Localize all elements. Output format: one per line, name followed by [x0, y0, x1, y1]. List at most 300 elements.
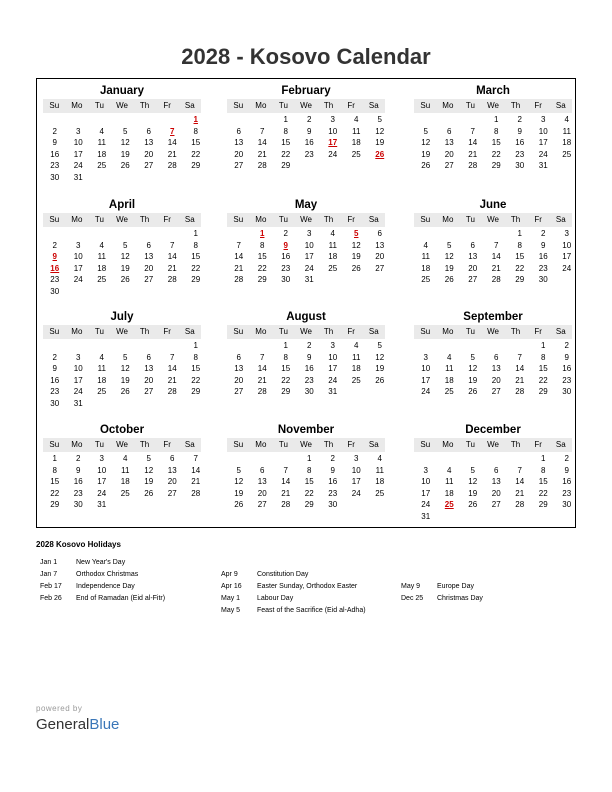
month-name: April — [108, 199, 136, 211]
day-cell: 14 — [191, 465, 201, 475]
weekday-label: Su — [233, 215, 244, 224]
day-cell: 29 — [515, 275, 525, 284]
day-cell: 15 — [191, 138, 201, 147]
day-grid — [43, 340, 201, 409]
empty-cell — [227, 340, 251, 352]
day-cell: 23 — [562, 488, 572, 498]
holiday-row — [401, 581, 483, 593]
day-cell: 22 — [515, 263, 525, 273]
day-cell: 23 — [328, 488, 338, 498]
day-cell: 25 — [421, 275, 431, 284]
month-december — [414, 422, 572, 522]
day-cell: 4 — [423, 240, 428, 250]
day-cell: 22 — [538, 375, 548, 385]
holiday-date: May 9 — [401, 583, 421, 590]
day-cell: 23 — [538, 263, 548, 273]
day-cell: 4 — [99, 240, 104, 250]
day-cell: 26 — [351, 263, 361, 273]
weekday-label: Su — [420, 101, 431, 110]
day-cell: 13 — [444, 138, 454, 147]
holiday-date: Feb 17 — [40, 583, 62, 590]
day-cell: 20 — [468, 263, 478, 273]
day-cell: 24 — [328, 375, 338, 385]
day-cell: 9 — [330, 465, 335, 475]
day-cell: 13 — [234, 364, 244, 373]
day-cell: 19 — [468, 488, 478, 498]
day-cell: 28 — [257, 387, 267, 396]
day-cell: 12 — [120, 364, 130, 373]
day-cell: 1 — [283, 115, 288, 124]
day-cell: 22 — [191, 263, 201, 273]
month-name: June — [479, 199, 507, 211]
holiday-name: Constitution Day — [257, 571, 309, 578]
day-cell: 4 — [354, 341, 359, 350]
logo-blue-text: Blue — [89, 716, 120, 733]
day-cell: 9 — [76, 465, 81, 475]
day-cell: 6 — [494, 352, 499, 362]
day-cell: 30 — [50, 398, 60, 408]
day-cell: 10 — [73, 252, 83, 261]
day-cell: 23 — [73, 488, 83, 498]
weekday-label: Tu — [94, 327, 104, 336]
day-cell: 10 — [421, 364, 431, 373]
empty-cell — [508, 453, 532, 465]
day-cell: 5 — [447, 240, 452, 250]
weekday-header — [43, 438, 201, 452]
day-cell: 4 — [447, 352, 452, 362]
day-grid — [227, 114, 385, 172]
weekday-label: Su — [49, 215, 60, 224]
day-cell: 12 — [144, 465, 154, 475]
day-cell: 5 — [146, 454, 151, 463]
day-cell: 28 — [167, 275, 177, 284]
day-cell: 14 — [257, 138, 267, 147]
weekday-label: Tu — [278, 327, 288, 336]
weekday-label: Fr — [163, 440, 171, 449]
weekday-label: We — [116, 215, 128, 224]
day-cell: 8 — [517, 240, 522, 250]
day-cell: 21 — [191, 477, 201, 486]
empty-cell — [438, 228, 462, 240]
weekday-label: Tu — [278, 215, 288, 224]
day-cell: 7 — [193, 454, 198, 463]
day-cell: 19 — [375, 364, 385, 373]
month-october — [43, 422, 201, 511]
day-cell: 10 — [97, 465, 107, 475]
holiday-name: Feast of the Sacrifice (Eid al-Adha) — [257, 607, 366, 614]
day-grid — [414, 228, 572, 286]
day-cell: 11 — [562, 126, 571, 136]
weekday-label: Mo — [442, 327, 454, 336]
day-cell: 8 — [307, 465, 312, 475]
holiday-row — [40, 593, 165, 605]
holiday-date: Feb 26 — [40, 595, 62, 602]
day-cell: 18 — [444, 375, 454, 385]
day-cell: 7 — [170, 240, 175, 250]
day-cell: 23 — [304, 149, 314, 159]
weekday-label: Tu — [465, 327, 475, 336]
day-cell: 2 — [283, 229, 288, 238]
day-cell: 29 — [257, 275, 267, 284]
day-cell: 19 — [234, 488, 244, 498]
day-cell: 27 — [257, 500, 267, 509]
weekday-label: Fr — [163, 215, 171, 224]
day-cell: 1 — [283, 341, 288, 350]
day-cell: 14 — [491, 252, 501, 261]
day-cell: 2 — [52, 352, 57, 362]
day-cell: 19 — [421, 149, 431, 159]
weekday-label: Fr — [534, 101, 542, 110]
holiday-day: 26 — [375, 149, 385, 159]
day-cell: 14 — [167, 252, 177, 261]
day-cell: 30 — [304, 387, 314, 396]
day-cell: 26 — [120, 275, 130, 284]
generalblue-logo[interactable] — [36, 716, 119, 733]
holiday-day: 9 — [52, 252, 57, 261]
day-cell: 26 — [120, 161, 130, 170]
day-cell: 18 — [120, 477, 130, 486]
empty-cell — [485, 340, 509, 352]
calendar-frame — [36, 78, 576, 528]
weekday-label: Mo — [71, 215, 83, 224]
day-cell: 24 — [304, 263, 314, 273]
month-august — [227, 309, 385, 398]
day-cell: 15 — [281, 364, 291, 373]
day-cell: 5 — [423, 126, 428, 136]
day-cell: 17 — [538, 138, 548, 147]
empty-cell — [137, 114, 161, 126]
day-cell: 8 — [541, 465, 546, 475]
day-cell: 7 — [260, 352, 265, 362]
day-cell: 3 — [330, 115, 335, 124]
day-cell: 13 — [144, 252, 154, 261]
day-cell: 26 — [144, 488, 154, 498]
day-cell: 8 — [193, 126, 198, 136]
day-cell: 26 — [375, 375, 385, 385]
weekday-label: We — [487, 327, 499, 336]
day-cell: 1 — [52, 454, 57, 463]
holiday-row — [40, 581, 165, 593]
empty-cell — [67, 114, 91, 126]
day-cell: 21 — [167, 149, 177, 159]
month-september — [414, 309, 572, 398]
day-cell: 3 — [541, 115, 546, 124]
day-grid — [227, 453, 385, 511]
weekday-label: Sa — [184, 440, 195, 449]
weekday-header — [227, 213, 385, 227]
day-cell: 23 — [50, 161, 60, 170]
day-cell: 16 — [328, 477, 338, 486]
weekday-label: Fr — [534, 327, 542, 336]
day-cell: 19 — [120, 149, 130, 159]
day-cell: 3 — [99, 454, 104, 463]
day-cell: 18 — [421, 263, 431, 273]
day-cell: 8 — [52, 465, 57, 475]
day-cell: 25 — [97, 387, 107, 396]
day-cell: 2 — [541, 229, 546, 238]
day-cell: 29 — [191, 387, 201, 396]
day-cell: 4 — [447, 465, 452, 475]
day-cell: 30 — [73, 500, 83, 509]
empty-cell — [414, 114, 438, 126]
day-cell: 27 — [444, 161, 454, 170]
holiday-row — [221, 593, 366, 605]
day-cell: 1 — [541, 454, 546, 463]
day-cell: 17 — [421, 488, 431, 498]
powered-by-text: powered by — [36, 704, 83, 713]
day-cell: 16 — [562, 364, 572, 373]
day-cell: 14 — [281, 477, 291, 486]
weekday-label: We — [300, 101, 312, 110]
day-cell: 8 — [541, 352, 546, 362]
month-july — [43, 309, 201, 409]
weekday-label: We — [116, 327, 128, 336]
weekday-label: Th — [510, 440, 521, 449]
day-cell: 12 — [120, 138, 130, 147]
weekday-header — [227, 438, 385, 452]
day-cell: 17 — [328, 364, 338, 373]
day-cell: 16 — [304, 138, 314, 147]
day-cell: 7 — [517, 465, 522, 475]
day-cell: 18 — [351, 138, 361, 147]
day-cell: 6 — [377, 229, 382, 238]
weekday-label: Fr — [163, 101, 171, 110]
month-name: July — [110, 311, 134, 323]
empty-cell — [90, 228, 114, 240]
day-cell: 28 — [191, 488, 201, 498]
day-cell: 30 — [515, 161, 525, 170]
day-cell: 14 — [515, 364, 525, 373]
empty-cell — [414, 228, 438, 240]
day-cell: 14 — [468, 138, 478, 147]
month-name: February — [281, 85, 331, 97]
day-cell: 28 — [468, 161, 478, 170]
day-cell: 15 — [538, 477, 548, 486]
day-cell: 14 — [257, 364, 267, 373]
day-cell: 10 — [304, 240, 314, 250]
day-cell: 17 — [73, 263, 83, 273]
day-cell: 17 — [562, 252, 572, 261]
day-grid — [227, 228, 385, 286]
day-cell: 9 — [541, 240, 546, 250]
day-cell: 26 — [468, 387, 478, 396]
day-cell: 24 — [562, 263, 572, 273]
day-grid — [414, 114, 572, 172]
day-cell: 27 — [167, 488, 177, 498]
weekday-label: Sa — [368, 101, 379, 110]
day-cell: 19 — [120, 375, 130, 385]
weekday-label: Th — [323, 440, 334, 449]
weekday-label: Fr — [534, 215, 542, 224]
day-cell: 31 — [421, 511, 431, 521]
day-cell: 29 — [491, 161, 501, 170]
day-cell: 31 — [328, 387, 338, 396]
day-cell: 25 — [562, 149, 572, 159]
day-cell: 5 — [377, 115, 382, 124]
holiday-name: End of Ramadan (Eid al-Fitr) — [76, 595, 166, 602]
day-cell: 30 — [538, 275, 548, 284]
day-cell: 10 — [328, 126, 338, 136]
holiday-day: 16 — [50, 263, 60, 273]
empty-cell — [414, 453, 438, 465]
weekday-label: We — [487, 215, 499, 224]
day-cell: 2 — [564, 454, 569, 463]
day-cell: 6 — [146, 240, 151, 250]
weekday-header — [43, 99, 201, 113]
weekday-header — [43, 213, 201, 227]
weekday-label: Su — [49, 440, 60, 449]
day-cell: 5 — [470, 465, 475, 475]
day-cell: 1 — [307, 454, 312, 463]
day-cell: 27 — [234, 161, 244, 170]
day-cell: 6 — [447, 126, 452, 136]
empty-cell — [461, 340, 485, 352]
weekday-label: Fr — [347, 101, 355, 110]
day-cell: 15 — [538, 364, 548, 373]
weekday-header — [227, 99, 385, 113]
weekday-label: Su — [420, 215, 431, 224]
day-cell: 10 — [421, 477, 431, 486]
holiday-day: 7 — [170, 126, 175, 136]
holiday-day: 1 — [260, 229, 265, 238]
month-name: March — [476, 85, 510, 97]
weekday-label: Th — [323, 215, 334, 224]
weekday-label: Tu — [278, 101, 288, 110]
empty-cell — [161, 114, 185, 126]
day-cell: 22 — [191, 149, 201, 159]
empty-cell — [114, 114, 138, 126]
logo-general-text: General — [36, 716, 90, 733]
day-cell: 1 — [517, 229, 522, 238]
day-cell: 5 — [123, 352, 128, 362]
weekday-label: Mo — [255, 101, 267, 110]
day-cell: 17 — [97, 477, 107, 486]
day-cell: 22 — [538, 488, 548, 498]
empty-cell — [251, 114, 275, 126]
day-cell: 23 — [562, 375, 572, 385]
month-april — [43, 197, 201, 297]
day-cell: 8 — [193, 352, 198, 362]
empty-cell — [137, 228, 161, 240]
holiday-name: Orthodox Christmas — [76, 571, 139, 578]
day-cell: 19 — [144, 477, 154, 486]
weekday-label: Su — [233, 327, 244, 336]
day-cell: 22 — [491, 149, 501, 159]
day-cell: 29 — [191, 161, 201, 170]
day-cell: 24 — [73, 387, 83, 396]
holiday-date: Jan 7 — [40, 571, 58, 578]
weekday-label: Th — [323, 101, 334, 110]
empty-cell — [67, 228, 91, 240]
day-cell: 2 — [564, 341, 569, 350]
day-cell: 19 — [468, 375, 478, 385]
weekday-label: Sa — [555, 440, 566, 449]
day-cell: 10 — [328, 352, 338, 362]
holiday-row — [221, 605, 366, 617]
day-cell: 21 — [167, 375, 177, 385]
page-title: 2028 - Kosovo Calendar — [181, 44, 431, 69]
day-cell: 4 — [354, 115, 359, 124]
weekday-label: Tu — [94, 440, 104, 449]
day-cell: 17 — [351, 477, 361, 486]
day-cell: 1 — [193, 229, 198, 238]
holiday-date: Dec 25 — [401, 595, 424, 602]
holiday-row — [40, 569, 165, 581]
day-cell: 22 — [257, 263, 267, 273]
weekday-label: Su — [420, 440, 431, 449]
day-cell: 15 — [50, 477, 60, 486]
day-cell: 27 — [375, 263, 385, 273]
empty-cell — [414, 340, 438, 352]
empty-cell — [485, 228, 509, 240]
day-cell: 27 — [491, 387, 501, 396]
day-cell: 7 — [236, 240, 241, 250]
day-cell: 15 — [304, 477, 314, 486]
weekday-label: Su — [420, 327, 431, 336]
weekday-label: Th — [139, 440, 150, 449]
day-cell: 30 — [50, 286, 60, 296]
weekday-label: We — [116, 101, 128, 110]
holiday-row — [221, 581, 366, 593]
day-cell: 20 — [144, 375, 154, 385]
weekday-label: We — [487, 440, 499, 449]
holiday-column-2 — [221, 569, 366, 617]
holiday-day: 5 — [354, 229, 359, 238]
day-cell: 9 — [52, 138, 57, 147]
day-cell: 11 — [97, 252, 106, 261]
day-cell: 10 — [73, 364, 83, 373]
empty-cell — [90, 114, 114, 126]
day-cell: 18 — [97, 149, 107, 159]
day-cell: 24 — [351, 488, 361, 498]
day-cell: 17 — [73, 375, 83, 385]
weekday-label: Mo — [442, 440, 454, 449]
day-cell: 3 — [354, 454, 359, 463]
day-cell: 31 — [73, 172, 83, 182]
weekday-label: Mo — [71, 327, 83, 336]
empty-cell — [114, 340, 138, 352]
holiday-name: New Year's Day — [76, 559, 126, 566]
weekday-label: Mo — [255, 327, 267, 336]
empty-cell — [227, 114, 251, 126]
day-cell: 24 — [421, 387, 431, 396]
weekday-label: Tu — [465, 440, 475, 449]
day-cell: 2 — [307, 115, 312, 124]
day-cell: 4 — [99, 352, 104, 362]
day-cell: 13 — [167, 465, 177, 475]
day-cell: 14 — [234, 252, 244, 261]
day-cell: 17 — [73, 149, 83, 159]
day-cell: 31 — [97, 500, 107, 509]
empty-cell — [461, 114, 485, 126]
holiday-column-1 — [40, 557, 165, 605]
day-grid — [43, 114, 201, 183]
weekday-label: Sa — [368, 440, 379, 449]
day-cell: 10 — [351, 465, 361, 475]
day-cell: 24 — [538, 149, 548, 159]
holiday-date: May 5 — [221, 607, 241, 614]
day-cell: 7 — [260, 126, 265, 136]
day-cell: 3 — [76, 240, 81, 250]
day-cell: 16 — [304, 364, 314, 373]
day-cell: 26 — [120, 387, 130, 396]
weekday-header — [414, 325, 572, 339]
day-cell: 3 — [76, 126, 81, 136]
day-cell: 23 — [50, 387, 60, 396]
holiday-date: May 1 — [221, 595, 241, 602]
weekday-label: Th — [510, 101, 521, 110]
day-cell: 27 — [144, 387, 154, 396]
